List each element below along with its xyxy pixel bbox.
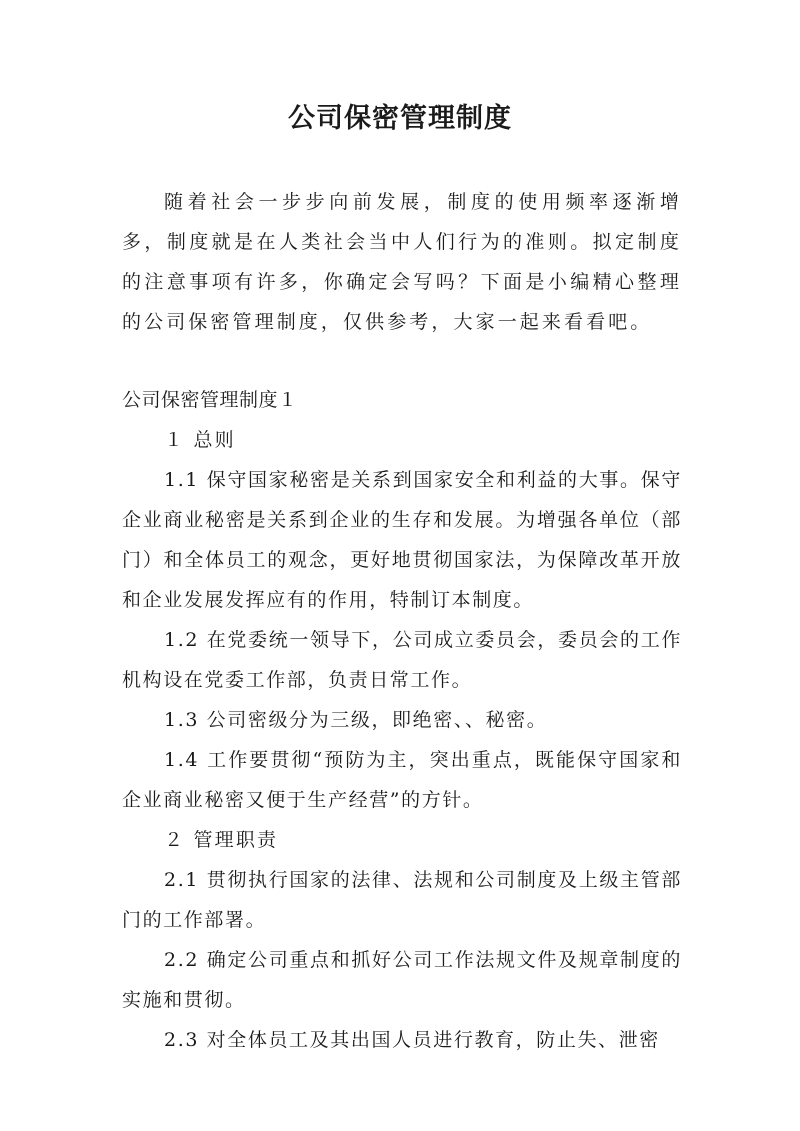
heading-general: １ 总则: [164, 429, 236, 451]
section-title: 公司保密管理制度１: [122, 389, 298, 411]
clause-1-4: 1.4 工作要贯彻“预防为主，突出重点，既能保守国家和企业商业秘密又便于生产经营”的方针。: [122, 749, 682, 811]
clause-2-1: 2.1 贯彻执行国家的法律、法规和公司制度及上级主管部门的工作部署。: [122, 869, 682, 931]
clause-1-3: 1.3 公司密级分为三级，即绝密、、秘密。: [164, 709, 548, 731]
clause-1-2: 1.2 在党委统一领导下，公司成立委员会，委员会的工作机构设在党委工作部，负责日常工作。: [122, 629, 682, 691]
document-body: [122, 182, 682, 1060]
document-title: 公司保密管理制度: [288, 103, 512, 134]
intro-paragraph: 随着社会一步步向前发展，制度的使用频率逐渐增多，制度就是在人类社会当中人们行为的准则。拟定制度的注意事项有许多，你确定会写吗？下面是小编精心整理的公司保密管理制度，仅供参考，大家一起来看看吧。: [122, 191, 682, 333]
heading-management-duties: ２ 管理职责: [164, 829, 279, 851]
clause-2-2: 2.2 确定公司重点和抓好公司工作法规文件及规章制度的实施和贯彻。: [122, 949, 682, 1011]
clause-1-1: 1.1 保守国家秘密是关系到国家安全和利益的大事。保守企业商业秘密是关系到企业的生存和发展。为增强各单位（部门）和全体员工的观念，更好地贯彻国家法，为保障改革开放和企业发展发挥应有的作用，特制订本制度。: [122, 469, 682, 611]
clause-2-3: 2.3 对全体员工及其出国人员进行教育，防止失、泄密: [164, 1029, 660, 1051]
